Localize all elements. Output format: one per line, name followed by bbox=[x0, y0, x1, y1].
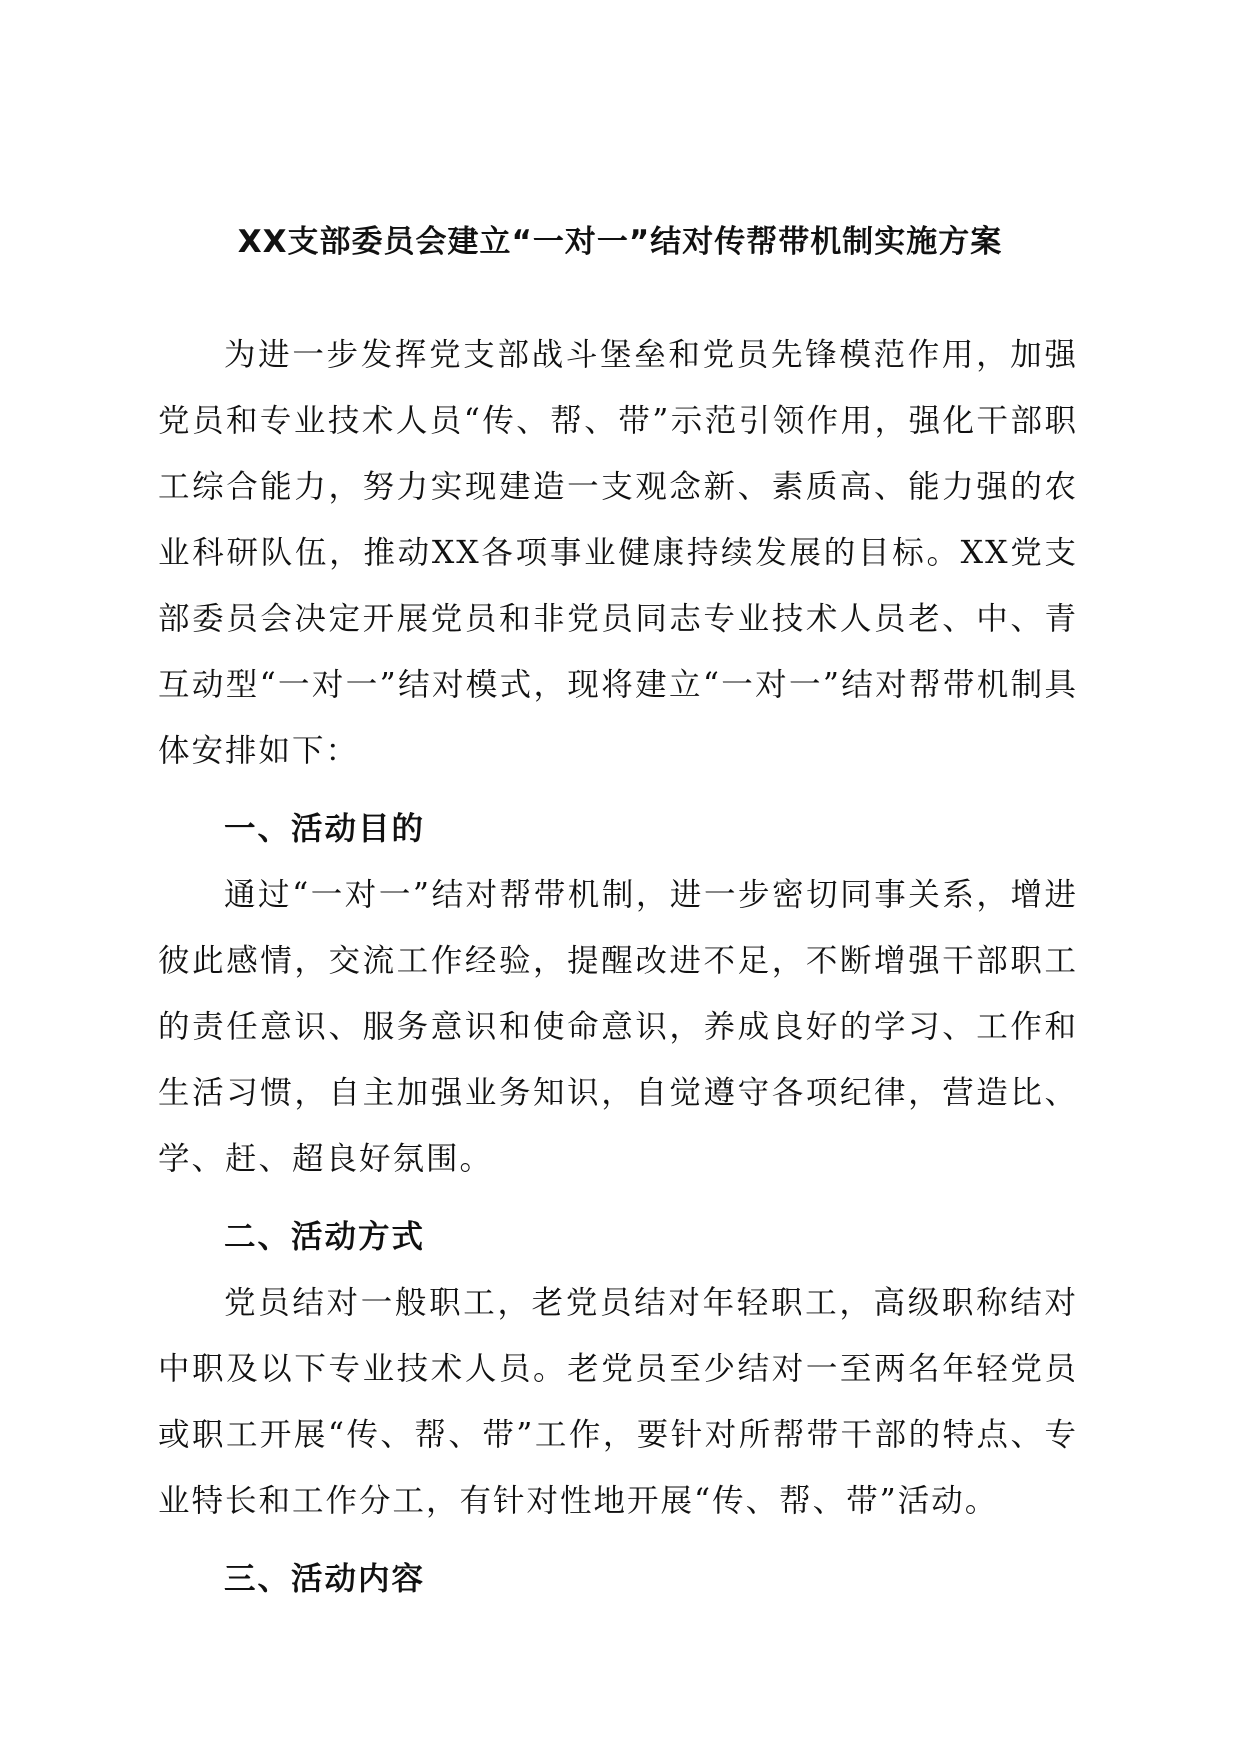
section-heading-method: 二、活动方式 bbox=[224, 1219, 426, 1255]
intro-paragraph: 为进一步发挥党支部战斗堡垒和党员先锋模范作用，加强党员和专业技术人员“传、帮、带”示范引领作用，强化干部职工综合能力，努力实现建造一支观念新、素质高、能力强的农业科研队伍，推动XX各项事业健康持续发展的目标。XX党支部委员会决定开展党员和非党员同志专业技术人员老、中、青互动型“一对一”结对模式，现将建立“一对一”结对帮带机制具体安排如下： bbox=[158, 337, 1078, 769]
document-title: XX支部委员会建立“一对一”结对传帮带机制实施方案 bbox=[237, 224, 1003, 260]
document-body bbox=[158, 322, 1078, 1612]
section-heading-content: 三、活动内容 bbox=[224, 1561, 426, 1597]
section-paragraph-purpose: 通过“一对一”结对帮带机制，进一步密切同事关系，增进彼此感情，交流工作经验，提醒改进不足，不断增强干部职工的责任意识、服务意识和使命意识，养成良好的学习、工作和生活习惯，自主加强业务知识，自觉遵守各项纪律，营造比、学、赶、超良好氛围。 bbox=[158, 877, 1078, 1177]
section-heading-purpose: 一、活动目的 bbox=[224, 811, 426, 847]
section-paragraph-method: 党员结对一般职工，老党员结对年轻职工，高级职称结对中职及以下专业技术人员。老党员至少结对一至两名年轻党员或职工开展“传、帮、带”工作，要针对所帮带干部的特点、专业特长和工作分工，有针对性地开展“传、帮、带”活动。 bbox=[158, 1285, 1078, 1519]
